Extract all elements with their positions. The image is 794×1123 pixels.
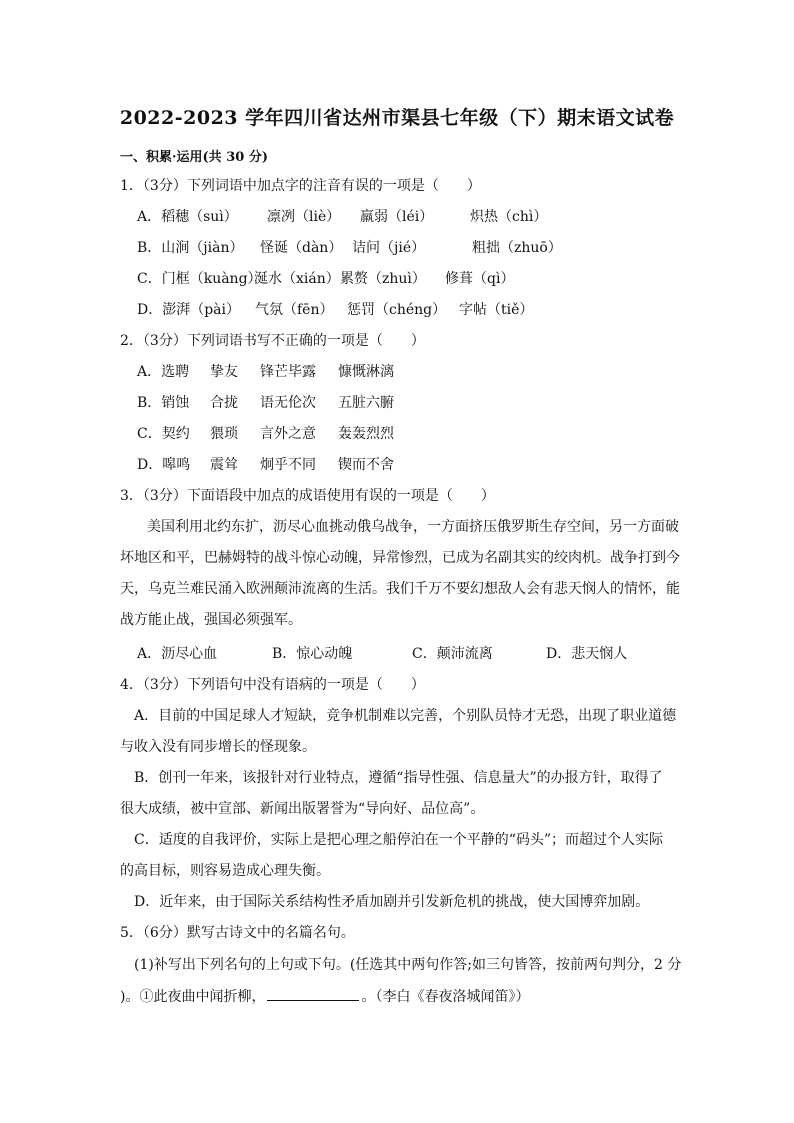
question-4-option-a: A．目前的中国足球人才短缺，竞争机制难以完善，个别队员恃才无恐，出现了职业道德 [134,708,677,724]
fill-prefix: )。①此夜曲中闻折柳， [120,989,266,1005]
question-2-stem: 2．（3分）下列词语书写不正确的一项是（ ） [120,333,425,349]
question-1-option-c: C．门框（kuàng） 涎水（xián） 累赘（zhuì） 修葺（qì） [137,271,515,287]
question-5-instruction: (1)补写出下列名句的上句或下句。(任选其中两句作答;如三句皆答，按前两句判分，2 分 [134,957,682,973]
fill-suffix: 。（李白《春夜洛城闻笛》） [361,989,530,1005]
question-1-option-b: B．山涧（jiàn） 怪诞（dàn） 诘问（jié） 粗拙（zhuō） [137,240,562,256]
question-2-option-a: A．选聘 挚友 锋芒毕露 慷慨淋漓 [137,364,394,380]
question-2-option-b: B．销蚀 合拢 语无伦次 五脏六腑 [137,395,394,411]
question-4-option-b: B．创刊一年来，该报针对行业特点，遵循“指导性强、信息量大”的办报方针，取得了 [134,770,663,786]
answer-blank[interactable] [267,986,359,1001]
section-heading: 一、积累·运用(共 30 分) [120,150,268,165]
question-4-option-d: D．近年来，由于国际关系结构性矛盾加剧并引发新危机的挑战，使大国博弈加剧。 [134,894,650,910]
page-title: 2022-2023 学年四川省达州市渠县七年级（下）期末语文试卷 [119,107,675,129]
question-3-passage-line: 天，乌克兰难民涌入欧洲颠沛流离的生活。我们千万不要幻想敌人会有悲天悯人的情怀，能 [120,581,680,597]
question-3-passage-line: 战方能止战，强国必须强军。 [120,612,302,628]
question-1-option-a: A．稻穗（suì） 凛冽（liè） 羸弱（léi） 炽热（chì） [137,209,548,225]
question-1-option-d: D．澎湃（pài） 气氛（fēn） 惩罚（chéng） 字帖（tiě） [137,302,534,318]
question-5-stem: 5．（6分）默写古诗文中的名篇名句。 [120,925,355,941]
question-3-options: A．沥尽心血 B．惊心动魄 C．颠沛流离 D．悲天悯人 [137,646,628,662]
question-3-passage-line: 美国利用北约东扩，沥尽心血挑动俄乌战争，一方面挤压俄罗斯生存空间，另一方面破 [147,519,679,535]
question-2-option-d: D．嗥鸣 震耸 炯乎不同 锲而不舍 [137,457,394,473]
question-3-passage-line: 坏地区和平，巴赫姆特的战斗惊心动魄，异常惨烈，已成为名副其实的绞肉机。战争打到今 [120,550,680,566]
question-4-option-c: C．适度的自我评价，实际上是把心理之船停泊在一个平静的“码头”；而超过个人实际 [134,832,664,848]
question-3-stem: 3．（3分）下面语段中加点的成语使用有误的一项是（ ） [120,488,495,504]
question-4-stem: 4．（3分）下列语句中没有语病的一项是（ ） [120,677,425,693]
question-4-option-a-cont: 与收入没有同步增长的怪现象。 [120,739,316,755]
question-5-fill-line [120,986,680,1007]
question-4-option-c-cont: 的高目标，则容易造成心理失衡。 [120,863,330,879]
question-4-option-b-cont: 很大成绩，被中宣部、新闻出版署誉为“导向好、品位高”。 [120,801,485,817]
question-1-stem: 1．（3分）下列词语中加点字的注音有误的一项是（ ） [120,178,481,194]
question-2-option-c: C．契约 猥琐 言外之意 轰轰烈烈 [137,426,394,442]
